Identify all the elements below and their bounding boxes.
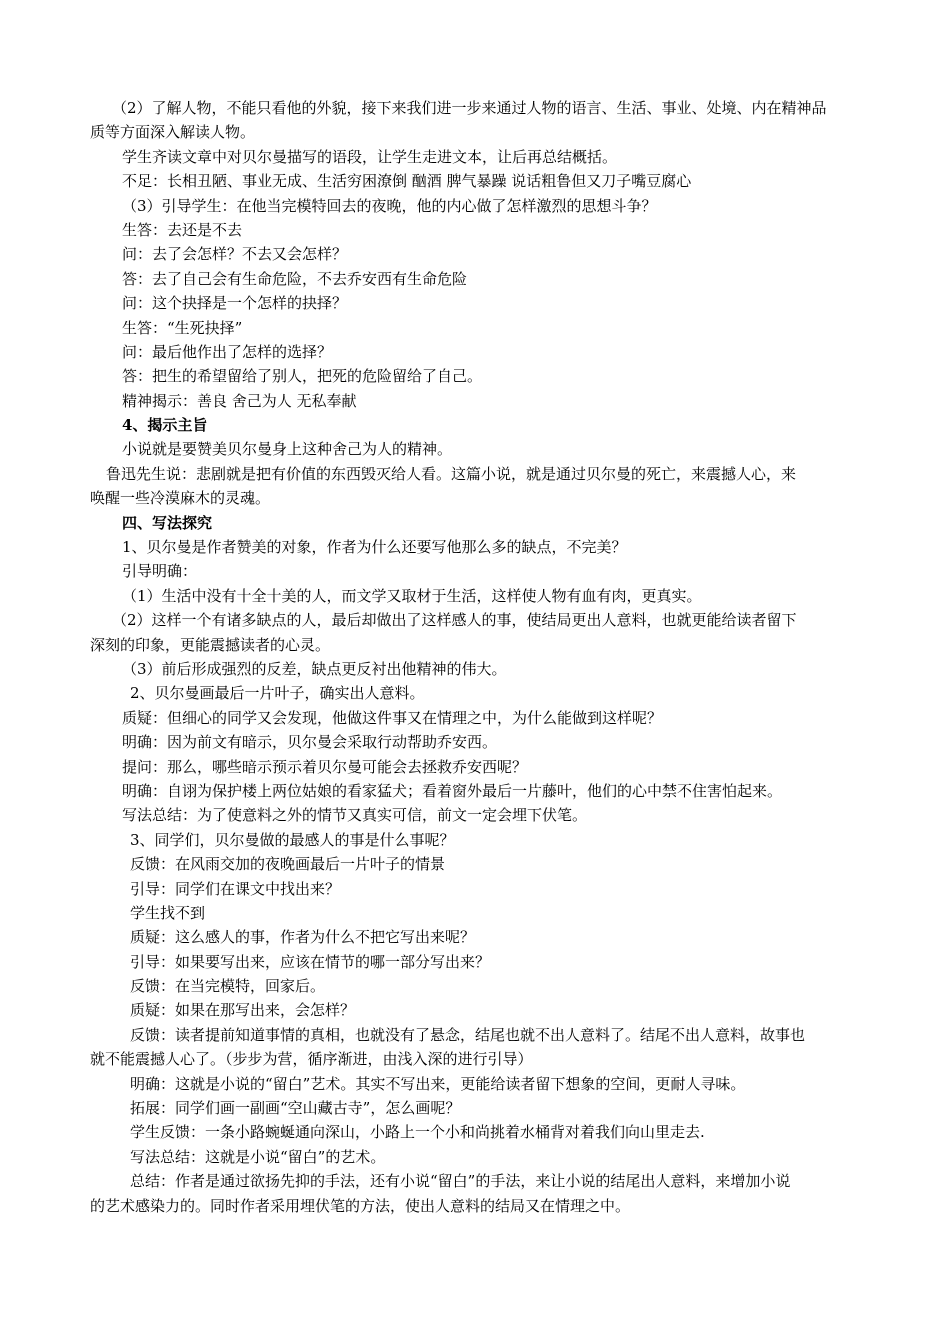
text-line: 反馈：在风雨交加的夜晚画最后一片叶子的情景 — [130, 855, 446, 874]
text-line: 引导：如果要写出来，应该在情节的哪一部分写出来？ — [130, 952, 491, 971]
text-line: 反馈：读者提前知道事情的真相，也就没有了悬念，结尾也就不出人意料了。结尾不出人意料，故事也 — [130, 1025, 806, 1044]
text-line: 引导：同学们在课文中找出来？ — [130, 879, 341, 898]
text-line: 鲁迅先生说：悲剧就是把有价值的东西毁灭给人看。这篇小说，就是通过贝尔曼的死亡，来震撼人心，来 — [106, 464, 797, 483]
text-line: 明确：因为前文有暗示，贝尔曼会采取行动帮助乔安西。 — [122, 733, 498, 752]
text-line: 小说就是要赞美贝尔曼身上这种舍己为人的精神。 — [122, 440, 453, 459]
text-line: 深刻的印象，更能震撼读者的心灵。 — [90, 635, 331, 654]
text-line: 答：去了自己会有生命危险，不去乔安西有生命危险 — [122, 269, 468, 288]
text-line: 学生齐读文章中对贝尔曼描写的语段，让学生走进文本，让后再总结概括。 — [122, 147, 618, 166]
text-line: 反馈：在当完模特，回家后。 — [130, 977, 326, 996]
text-line: （3）引导学生：在他当完模特回去的夜晚，他的内心做了怎样激烈的思想斗争？ — [122, 196, 657, 215]
text-line: 明确：这就是小说的“留白”艺术。其实不写出来，更能给读者留下想象的空间，更耐人寻味。 — [130, 1074, 746, 1093]
text-line: 唤醒一些冷漠麻木的灵魂。 — [90, 489, 271, 508]
text-line: 3、同学们，贝尔曼做的最感人的事是什么事呢？ — [130, 830, 455, 849]
text-line: 问：最后他作出了怎样的选择？ — [122, 342, 333, 361]
text-line: 质疑：如果在那写出来，会怎样？ — [130, 1001, 356, 1020]
text-line: 生答：去还是不去 — [122, 220, 243, 239]
text-line: （1）生活中没有十全十美的人，而文学又取材于生活，这样使人物有血有肉，更真实。 — [122, 586, 702, 605]
text-line: 明确：自诩为保护楼上两位姑娘的看家猛犬；看着窗外最后一片藤叶，他们的心中禁不住害怕起来。 — [122, 781, 783, 800]
text-line: 精神揭示：善良 舍己为人 无私奉献 — [122, 391, 357, 410]
text-line: 就不能震撼人心了。（步步为营，循序渐进，由浅入深的进行引导） — [90, 1050, 533, 1069]
text-line: 不足：长相丑陋、事业无成、生活穷困潦倒 酗酒 脾气暴躁 说话粗鲁但又刀子嘴豆腐心 — [122, 172, 692, 191]
text-line: 问：去了会怎样？不去又会怎样？ — [122, 245, 348, 264]
text-line: 2、贝尔曼画最后一片叶子，确实出人意料。 — [130, 684, 425, 703]
text-line: 写法总结：这就是小说“留白”的艺术。 — [130, 1147, 386, 1166]
text-line: 答：把生的希望留给了别人，把死的危险留给了自己。 — [122, 367, 483, 386]
text-line: 的艺术感染力的。同时作者采用埋伏笔的方法，使出人意料的结局又在情理之中。 — [90, 1196, 631, 1215]
text-line: 质疑：但细心的同学又会发现，他做这件事又在情理之中，为什么能做到这样呢？ — [122, 708, 663, 727]
text-line: 生答：“生死抉择” — [122, 318, 243, 337]
text-line: （3）前后形成强烈的反差，缺点更反衬出他精神的伟大。 — [122, 659, 507, 678]
document-page — [0, 96, 950, 1218]
text-line: （2）了解人物，不能只看他的外貌，接下来我们进一步来通过人物的语言、生活、事业、处境、内在精神品 — [112, 99, 827, 117]
text-line: 质疑：这么感人的事，作者为什么不把它写出来呢？ — [130, 928, 476, 947]
text-line: 质等方面深入解读人物。 — [90, 123, 256, 142]
section-heading: 四、写法探究 — [122, 513, 213, 532]
text-line: 总结：作者是通过欲扬先抑的手法，还有小说“留白”的手法，来让小说的结尾出人意料，来增加小说 — [130, 1172, 791, 1191]
text-line: 1、贝尔曼是作者赞美的对象，作者为什么还要写他那么多的缺点，不完美？ — [122, 538, 627, 557]
text-line: （2）这样一个有诸多缺点的人，最后却做出了这样感人的事，使结局更出人意料，也就更能给读者留下 — [112, 611, 797, 630]
text-line: 引导明确： — [122, 562, 198, 581]
text-line: 学生找不到 — [130, 903, 206, 922]
text-line: 写法总结：为了使意料之外的情节又真实可信，前文一定会埋下伏笔。 — [122, 806, 588, 825]
section-heading: 4、揭示主旨 — [122, 416, 208, 435]
text-line: 学生反馈：一条小路蜿蜒通向深山，小路上一个小和尚挑着水桶背对着我们向山里走去. — [130, 1123, 705, 1142]
text-line: 问：这个抉择是一个怎样的抉择？ — [122, 294, 348, 313]
text-line: 拓展：同学们画一副画“空山藏古寺”，怎么画呢？ — [130, 1099, 461, 1118]
text-line: 提问：那么，哪些暗示预示着贝尔曼可能会去拯救乔安西呢？ — [122, 757, 528, 776]
